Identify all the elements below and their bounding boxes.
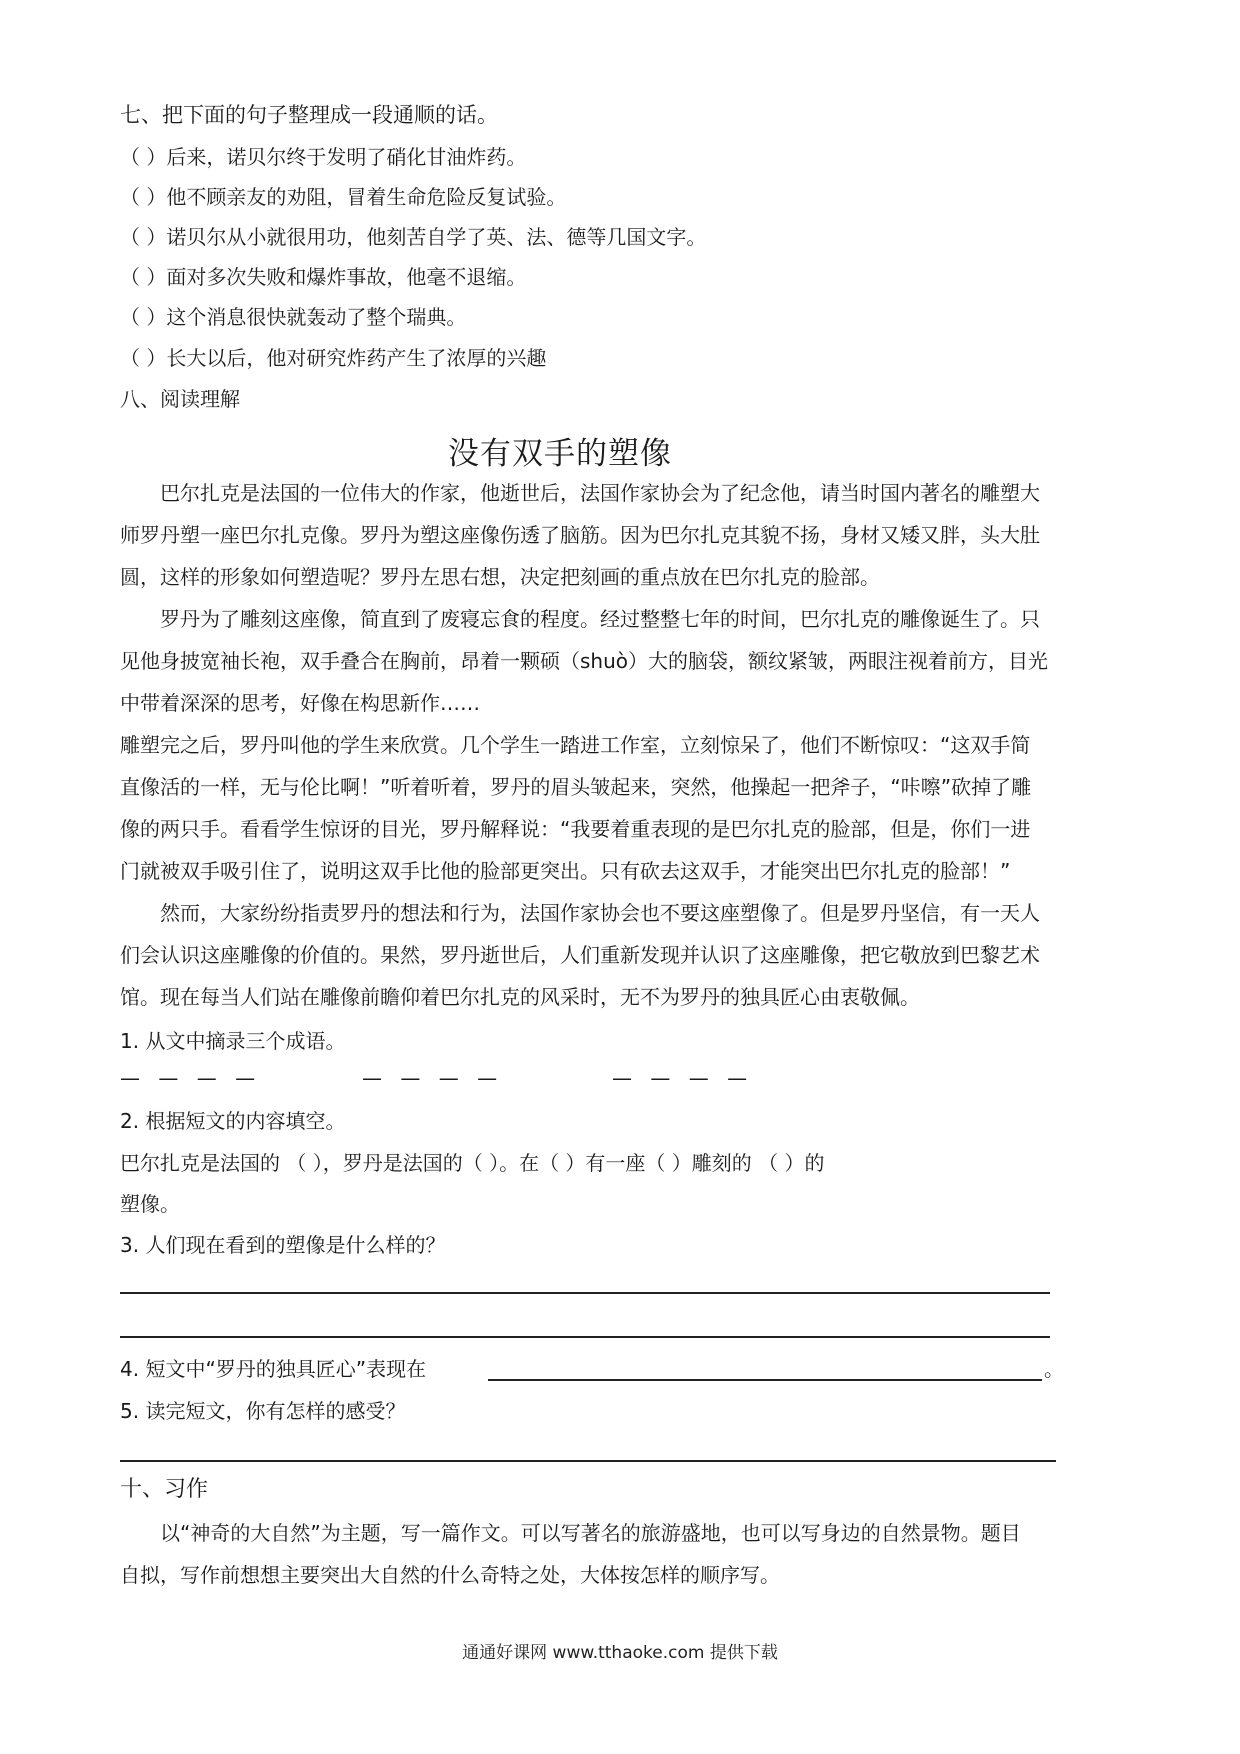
- answer-blank-idiom-3: — — — —: [612, 1066, 754, 1090]
- text-line: 圆，这样的形象如何塑造呢？罗丹左思右想，决定把刻画的重点放在巴尔扎克的脸部。: [120, 565, 880, 589]
- story-paragraph-1: [120, 472, 1130, 598]
- reorder-item-1: （ ）后来，诺贝尔终于发明了硝化甘油炸药。: [120, 145, 527, 169]
- section8-heading: 八、阅读理解: [120, 387, 240, 411]
- text-line: 像的两只手。看看学生惊讶的目光，罗丹解释说：“我要着重表现的是巴尔扎克的脸部，但是，你们一进: [120, 817, 1031, 841]
- text-line: 巴尔扎克是法国的一位伟大的作家，他逝世后，法国作家协会为了纪念他，请当时国内著名的雕塑大: [120, 481, 1040, 505]
- text-line: 馆。现在每当人们站在雕像前瞻仰着巴尔扎克的风采时，无不为罗丹的独具匠心由衷敬佩。: [120, 985, 920, 1009]
- text-line: 以“神奇的大自然”为主题，写一篇作文。可以写著名的旅游盛地，也可以写身边的自然景物。题目: [120, 1521, 1021, 1545]
- answer-line: [120, 1292, 1050, 1294]
- reorder-item-2: （ ）他不顾亲友的劝阻，冒着生命危险反复试验。: [120, 185, 567, 209]
- question-5: 5. 读完短文，你有怎样的感受？: [120, 1399, 406, 1423]
- text-line: 自拟，写作前想想主要突出大自然的什么奇特之处，大体按怎样的顺序写。: [120, 1563, 780, 1587]
- story-paragraph-4: [120, 892, 1130, 1018]
- question-4-end: 。: [1044, 1357, 1064, 1381]
- section10-heading: 十、习作: [120, 1477, 209, 1502]
- text-line: 雕塑完之后，罗丹叫他的学生来欣赏。几个学生一踏进工作室，立刻惊呆了，他们不断惊叹：“这双手简: [120, 733, 1031, 757]
- reorder-item-5: （ ）这个消息很快就轰动了整个瑞典。: [120, 305, 467, 329]
- question-2: 2. 根据短文的内容填空。: [120, 1109, 346, 1133]
- answer-line: [488, 1379, 1042, 1381]
- answer-blank-idiom-2: — — — —: [362, 1066, 504, 1090]
- story-paragraph-3: [120, 724, 1130, 892]
- text-line: 们会认识这座雕像的价值的。果然，罗丹逝世后，人们重新发现并认识了这座雕像，把它敬放到巴黎艺术: [120, 943, 1040, 967]
- reorder-item-4: （ ）面对多次失败和爆炸事故，他毫不退缩。: [120, 265, 527, 289]
- text-line: 门就被双手吸引住了，说明这双手比他的脸部更突出。只有砍去这双手，才能突出巴尔扎克的脸部！”: [120, 859, 1011, 883]
- section7-heading: 七、把下面的句子整理成一段通顺的话。: [120, 103, 498, 127]
- fill-in-sentence-end: 塑像。: [120, 1192, 180, 1216]
- reorder-item-3: （ ）诺贝尔从小就很用功，他刻苦自学了英、法、德等几国文字。: [120, 225, 707, 249]
- text-line: 直像活的一样，无与伦比啊！”听着听着，罗丹的眉头皱起来，突然，他操起一把斧子，“咔嚓”砍掉了雕: [120, 775, 1032, 799]
- text-line: 师罗丹塑一座巴尔扎克像。罗丹为塑这座像伤透了脑筋。因为巴尔扎克其貌不扬，身材又矮又胖，头大肚: [120, 523, 1040, 547]
- page-footer: 通通好课网 www.tthaoke.com 提供下载: [462, 1643, 778, 1663]
- question-4: 4. 短文中“罗丹的独具匠心”表现在: [120, 1357, 427, 1381]
- answer-blank-idiom-1: — — — —: [120, 1066, 262, 1090]
- composition-prompt: [120, 1512, 1130, 1596]
- text-line: 中带着深深的思考，好像在构思新作……: [120, 691, 480, 715]
- story-paragraph-2: [120, 598, 1130, 724]
- reorder-item-6: （ ）长大以后，他对研究炸药产生了浓厚的兴趣: [120, 346, 547, 370]
- question-3: 3. 人们现在看到的塑像是什么样的？: [120, 1233, 446, 1257]
- story-title: 没有双手的塑像: [448, 436, 672, 472]
- answer-line: [120, 1336, 1050, 1338]
- text-line: 然而，大家纷纷指责罗丹的想法和行为，法国作家协会也不要这座塑像了。但是罗丹坚信，有一天人: [120, 901, 1040, 925]
- answer-line: [120, 1460, 1056, 1462]
- question-1: 1. 从文中摘录三个成语。: [120, 1029, 346, 1053]
- fill-in-sentence: 巴尔扎克是法国的 （ ），罗丹是法国的（ ）。在（ ）有一座（ ）雕刻的 （ ）的: [120, 1151, 825, 1175]
- text-line: 见他身披宽袖长袍，双手叠合在胸前，昂着一颗硕（shuò）大的脑袋，额纹紧皱，两眼注视着前方，目光: [120, 649, 1049, 673]
- text-line: 罗丹为了雕刻这座像，简直到了废寝忘食的程度。经过整整七年的时间，巴尔扎克的雕像诞生了。只: [120, 607, 1040, 631]
